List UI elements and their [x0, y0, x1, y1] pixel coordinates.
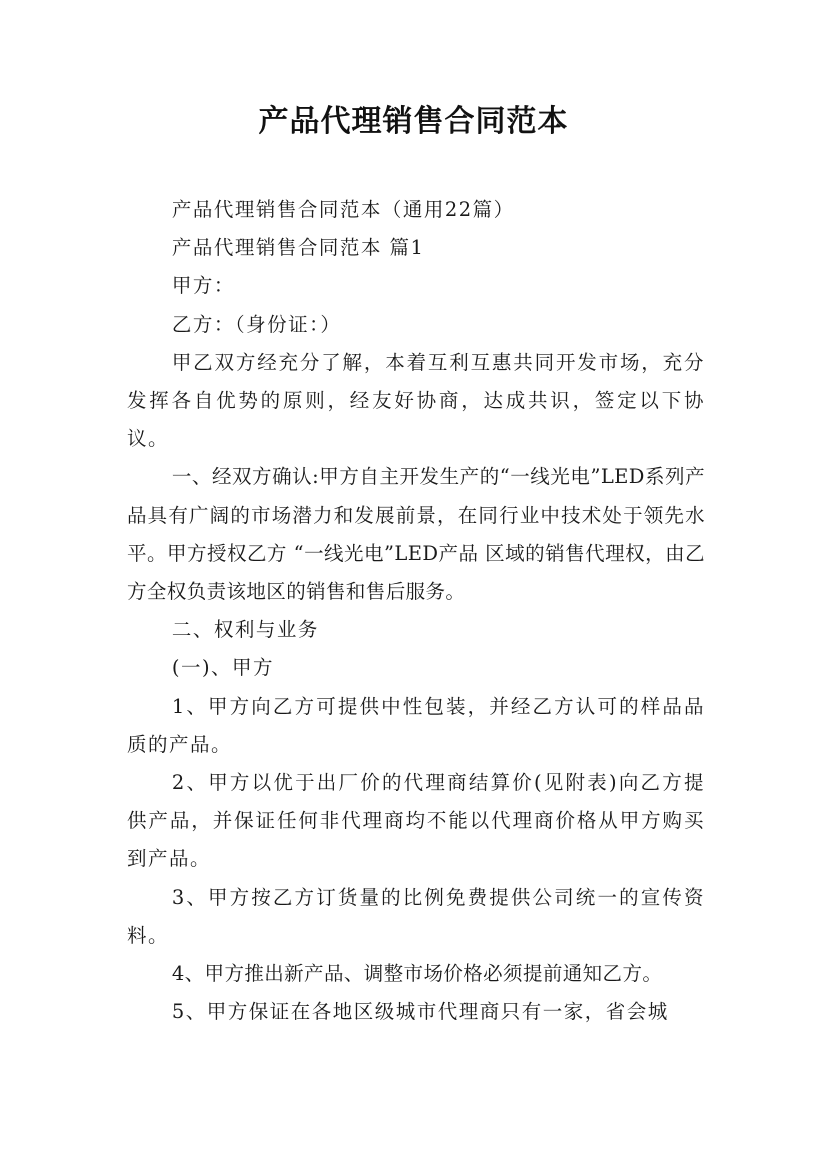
- document-body: [127, 191, 705, 1031]
- paragraph-section-2: 二、权利与业务: [171, 618, 319, 642]
- paragraph-party-a: 甲方：: [171, 274, 235, 298]
- paragraph-heading-1: 产品代理销售合同范本 篇1: [171, 236, 425, 260]
- paragraph-clause-1: 一、经双方确认:甲方自主开发生产的“一线光电”LED系列产品具有广阔的市场潜力和发展前景，在同行业中技术处于领先水平。甲方授权乙方 “一线光电”LED产品 区域的销售代理权，由乙方全权负责该地区的销售和售后服务。: [127, 465, 705, 604]
- document-title: 产品代理销售合同范本: [258, 104, 569, 139]
- paragraph-item-5: 5、甲方保证在各地区级城市代理商只有一家，省会城: [171, 1000, 669, 1024]
- paragraph-subtitle: 产品代理销售合同范本（通用22篇）: [171, 198, 515, 221]
- paragraph-item-2: 2、甲方以优于出厂价的代理商结算价(见附表)向乙方提供产品，并保证任何非代理商均不能以代理商价格从甲方购买到产品。: [127, 771, 705, 871]
- paragraph-item-3: 3、甲方按乙方订货量的比例免费提供公司统一的宣传资料。: [127, 885, 705, 947]
- paragraph-subsection-a: (一)、甲方: [171, 656, 275, 680]
- paragraph-item-4: 4、甲方推出新产品、调整市场价格必须提前通知乙方。: [171, 962, 663, 986]
- paragraph-preamble: 甲乙双方经充分了解，本着互利互惠共同开发市场，充分发挥各自优势的原则，经友好协商，达成共识，签定以下协议。: [127, 350, 705, 451]
- paragraph-party-b: 乙方：（身份证：）: [171, 312, 342, 336]
- paragraph-item-1: 1、甲方向乙方可提供中性包装，并经乙方认可的样品品质的产品。: [127, 694, 705, 756]
